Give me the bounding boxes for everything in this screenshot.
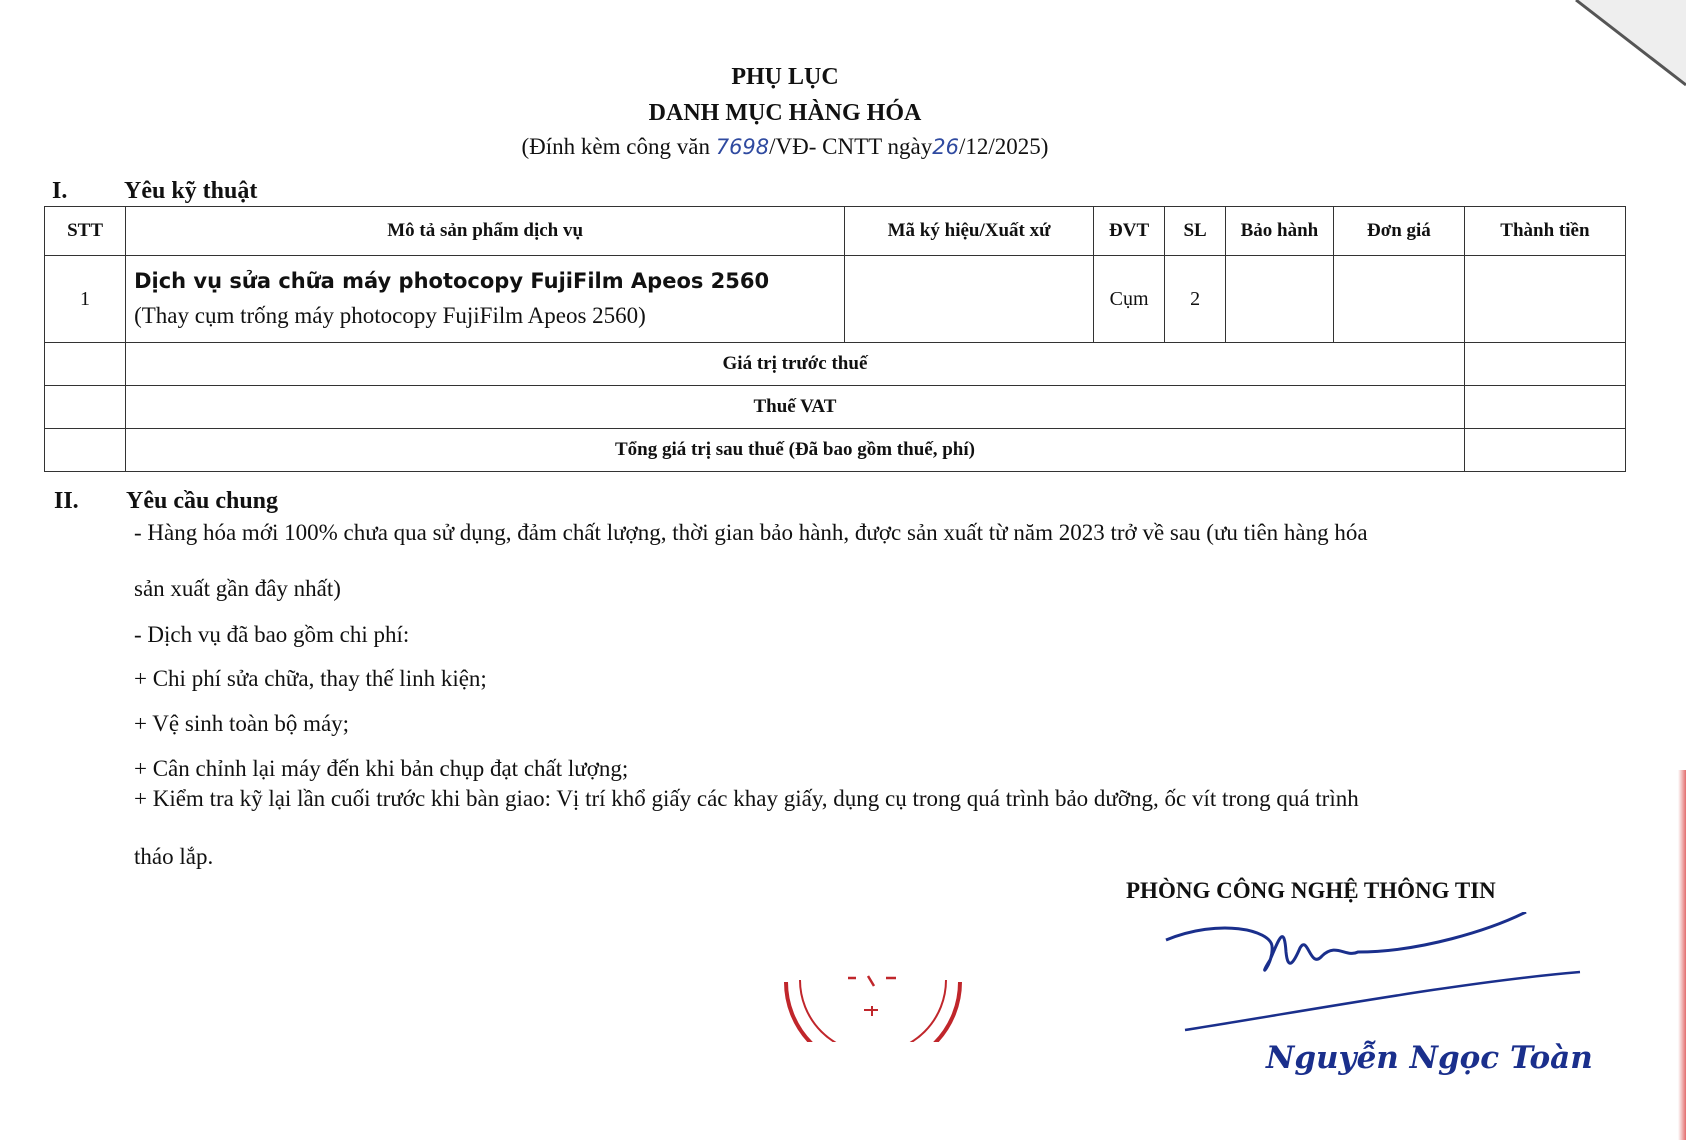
section-2-number: II. [54, 488, 79, 514]
header-stt: STT [45, 207, 126, 256]
cell-code-origin [845, 256, 1094, 343]
header-amount: Thành tiền [1464, 207, 1625, 256]
attach-prefix: (Đính kèm công văn [521, 134, 716, 159]
goods-table [44, 206, 1626, 472]
header-quantity: SL [1165, 207, 1226, 256]
handwritten-doc-number: 7698 [715, 135, 770, 159]
page-corner-fold [1556, 0, 1686, 90]
table-header-row [45, 207, 1626, 256]
header-unit-price: Đơn giá [1333, 207, 1464, 256]
summary-label-vat: Thuế VAT [126, 386, 1465, 429]
cell-quantity: 2 [1165, 256, 1226, 343]
requirement-line: tháo lắp. [134, 844, 214, 869]
requirement-line: + Vệ sinh toàn bộ máy; [134, 711, 350, 736]
cell-unit-price [1333, 256, 1464, 343]
cell-stt: 1 [45, 256, 126, 343]
summary-row-pretax [45, 343, 1626, 386]
attachment-note [380, 134, 1190, 160]
section-1-number: I. [52, 178, 68, 204]
summary-value-pretax [1464, 343, 1625, 386]
summary-empty-cell [45, 386, 126, 429]
doc-title-goods-list: DANH MỤC HÀNG HÓA [648, 100, 922, 126]
signer-name: Nguyễn Ngọc Toàn [1266, 1040, 1593, 1076]
requirement-line: - Hàng hóa mới 100% chưa qua sử dụng, đảm chất lượng, thời gian bảo hành, được sản xuất từ năm 2023 trở về sau (ưu tiên hàng hóa [134, 520, 1368, 545]
cell-warranty [1225, 256, 1333, 343]
requirement-line: + Kiểm tra kỹ lại lần cuối trước khi bàn giao: Vị trí khổ giấy các khay giấy, dụng cụ trong quá trình bảo dưỡng, ốc vít trong quá trình [134, 786, 1359, 811]
summary-value-vat [1464, 386, 1625, 429]
cell-unit: Cụm [1093, 256, 1164, 343]
summary-empty-cell [45, 343, 126, 386]
section-1-title: Yêu kỹ thuật [124, 178, 258, 204]
requirement-line: - Dịch vụ đã bao gồm chi phí: [134, 622, 410, 647]
attach-middle: /VĐ- CNTT ngày [769, 134, 933, 159]
requirement-line: + Chi phí sửa chữa, thay thế linh kiện; [134, 666, 487, 691]
header-warranty: Bảo hành [1225, 207, 1333, 256]
section-2-title: Yêu cầu chung [126, 488, 279, 514]
doc-title-appendix: PHỤ LỤC [731, 64, 839, 90]
header-description: Mô tả sản phẩm dịch vụ [126, 207, 845, 256]
requirement-line: sản xuất gần đây nhất) [134, 576, 341, 601]
summary-empty-cell [45, 429, 126, 472]
handwritten-signature [1160, 912, 1600, 1042]
page-edge-shadow [1678, 770, 1686, 1140]
header-unit: ĐVT [1093, 207, 1164, 256]
summary-value-total [1464, 429, 1625, 472]
summary-label-total: Tổng giá trị sau thuế (Đã bao gồm thuế, phí) [126, 429, 1465, 472]
summary-label-pretax: Giá trị trước thuế [126, 343, 1465, 386]
cell-description [126, 256, 845, 343]
requirement-line: + Cân chỉnh lại máy đến khi bản chụp đạt chất lượng; [134, 756, 629, 781]
red-seal-stamp [778, 972, 968, 1042]
cell-amount [1464, 256, 1625, 343]
description-sub: (Thay cụm trống máy photocopy FujiFilm Apeos 2560) [134, 303, 646, 328]
handwritten-day: 26 [932, 135, 960, 159]
header-code-origin: Mã ký hiệu/Xuất xứ [845, 207, 1094, 256]
department-name: PHÒNG CÔNG NGHỆ THÔNG TIN [1126, 878, 1496, 903]
summary-row-vat [45, 386, 1626, 429]
attach-suffix: /12/2025) [959, 134, 1049, 159]
table-row [45, 256, 1626, 343]
description-main: Dịch vụ sửa chữa máy photocopy FujiFilm Apeos 2560 [134, 269, 770, 293]
summary-row-total [45, 429, 1626, 472]
